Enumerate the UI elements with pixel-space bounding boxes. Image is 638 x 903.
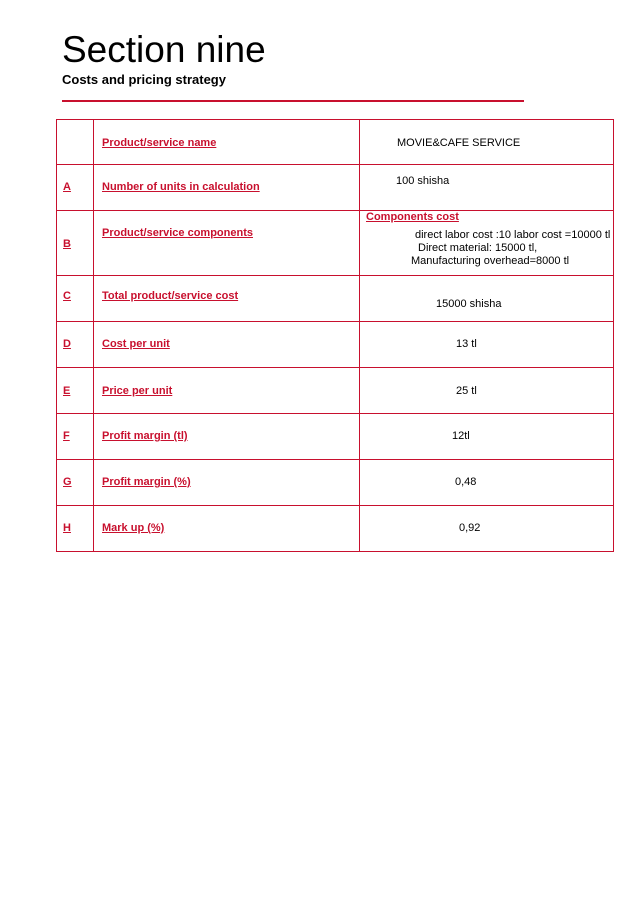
row-label-cell (94, 165, 360, 211)
components-cost-line: direct labor cost :10 labor cost =10000 tl (415, 229, 611, 241)
row-letter-e: E (63, 385, 71, 397)
row-label-total-cost: Total product/service cost (102, 290, 239, 302)
row-label-cell (94, 368, 360, 414)
row-letter-g: G (63, 476, 72, 488)
row-letter-cell (57, 276, 94, 322)
costs-pricing-table (56, 119, 614, 552)
row-value-cell (360, 165, 614, 211)
table-row (57, 460, 614, 506)
row-value-cell (360, 211, 614, 276)
row-label-profit-margin-percent: Profit margin (%) (102, 476, 191, 488)
row-value-mark-up: 0,92 (459, 522, 481, 534)
row-value-cell (360, 506, 614, 552)
row-value-cell (360, 368, 614, 414)
row-label-cell (94, 460, 360, 506)
row-letter-cell (57, 368, 94, 414)
title-divider (62, 100, 524, 102)
row-value-cell (360, 322, 614, 368)
row-value-profit-margin-percent: 0,48 (455, 476, 477, 488)
row-value-cell (360, 414, 614, 460)
row-label-number-of-units: Number of units in calculation (102, 181, 260, 193)
row-letter-cell (57, 322, 94, 368)
row-label-cell (94, 276, 360, 322)
row-label-profit-margin-tl: Profit margin (tl) (102, 430, 188, 442)
table-row (57, 120, 614, 165)
row-letter-f: F (63, 430, 70, 442)
row-value-cell (360, 460, 614, 506)
row-letter-d: D (63, 338, 71, 350)
row-label-mark-up: Mark up (%) (102, 522, 165, 534)
row-letter-cell (57, 506, 94, 552)
row-value-price-per-unit: 25 tl (456, 385, 477, 397)
row-letter-cell (57, 460, 94, 506)
row-label-price-per-unit: Price per unit (102, 385, 173, 397)
row-label-cell (94, 211, 360, 276)
row-label-cost-per-unit: Cost per unit (102, 338, 170, 350)
row-letter-cell (57, 120, 94, 165)
row-label-cell (94, 506, 360, 552)
row-value-number-of-units: 100 shisha (396, 175, 450, 187)
row-value-cost-per-unit: 13 tl (456, 338, 477, 350)
row-letter-a: A (63, 181, 71, 193)
page-subtitle: Costs and pricing strategy (62, 72, 226, 87)
row-label-product-service-name: Product/service name (102, 137, 217, 149)
row-letter-cell (57, 414, 94, 460)
table-row (57, 211, 614, 276)
row-value-profit-margin-tl: 12tl (452, 430, 470, 442)
components-cost-line: Manufacturing overhead=8000 tl (411, 255, 570, 267)
components-cost-heading: Components cost (366, 211, 459, 223)
table-row (57, 165, 614, 211)
table-row (57, 276, 614, 322)
row-letter-h: H (63, 522, 71, 534)
row-label-product-service-components: Product/service components (102, 227, 253, 239)
row-value-product-service-name: MOVIE&CAFE SERVICE (397, 137, 521, 149)
table-row (57, 506, 614, 552)
row-label-cell (94, 414, 360, 460)
table-row (57, 322, 614, 368)
page-title: Section nine (62, 29, 266, 70)
row-letter-c: C (63, 290, 71, 302)
row-label-cell (94, 120, 360, 165)
row-value-cell (360, 276, 614, 322)
components-cost-line: Direct material: 15000 tl, (418, 242, 538, 254)
table-row (57, 368, 614, 414)
row-value-cell (360, 120, 614, 165)
row-letter-cell (57, 165, 94, 211)
row-letter-cell (57, 211, 94, 276)
row-label-cell (94, 322, 360, 368)
table-row (57, 414, 614, 460)
row-letter-b: B (63, 238, 71, 250)
row-value-total-cost: 15000 shisha (436, 298, 502, 310)
